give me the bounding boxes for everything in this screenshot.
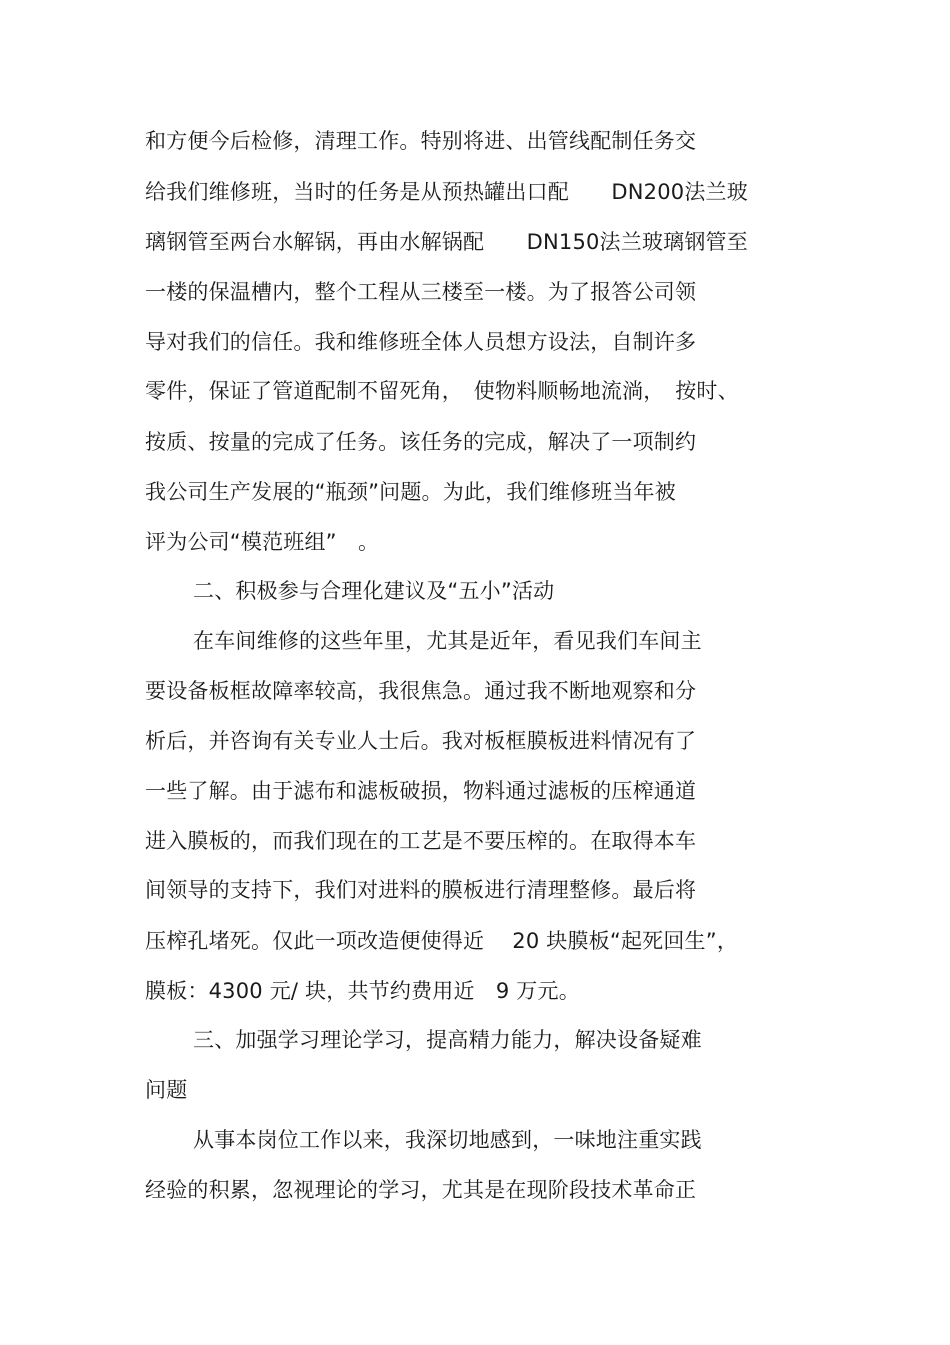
- text-line: 给我们维修班，当时的任务是从预热罐出口配 DN200法兰玻: [145, 180, 748, 204]
- section-heading: 二、积极参与合理化建议及“五小”活动: [193, 579, 555, 603]
- text-line: 膜板：4300 元/ 块，共节约费用近 9 万元。: [145, 979, 580, 1003]
- text-line: 经验的积累，忽视理论的学习，尤其是在现阶段技术革命正: [145, 1178, 697, 1202]
- text-line: 要设备板框故障率较高，我很焦急。通过我不断地观察和分: [145, 679, 697, 703]
- text-line: 和方便今后检修，清理工作。特别将进、出管线配制任务交: [145, 129, 697, 153]
- text-line: 在车间维修的这些年里，尤其是近年，看见我们车间主: [193, 629, 702, 653]
- text-line: 析后，并咨询有关专业人士后。我对板框膜板进料情况有了: [145, 729, 697, 753]
- text-line: 间领导的支持下，我们对进料的膜板进行清理整修。最后将: [145, 878, 697, 902]
- text-line: 进入膜板的，而我们现在的工艺是不要压榨的。在取得本车: [145, 829, 697, 853]
- text-line: 我公司生产发展的“瓶颈”问题。为此，我们维修班当年被: [145, 480, 676, 504]
- text-line: 按质、按量的完成了任务。该任务的完成，解决了一项制约: [145, 430, 697, 454]
- text-line: 零件，保证了管道配制不留死角， 使物料顺畅地流淌， 按时、: [145, 379, 739, 403]
- section-heading-continued: 问题: [145, 1078, 188, 1102]
- text-line: 一些了解。由于滤布和滤板破损，物料通过滤板的压榨通道: [145, 779, 697, 803]
- text-line: 璃钢管至两台水解锅，再由水解锅配 DN150法兰玻璃钢管至: [145, 230, 748, 254]
- section-heading: 三、加强学习理论学习，提高精力能力，解决设备疑难: [193, 1028, 702, 1052]
- text-line: 一楼的保温槽内，整个工程从三楼至一楼。为了报答公司领: [145, 280, 697, 304]
- text-line: 评为公司“模范班组” 。: [145, 530, 380, 554]
- text-line: 导对我们的信任。我和维修班全体人员想方设法，自制许多: [145, 330, 697, 354]
- text-line: 压榨孔堵死。仅此一项改造便使得近 20 块膜板“起死回生”，: [145, 929, 739, 953]
- text-line: 从事本岗位工作以来，我深切地感到，一味地注重实践: [193, 1128, 702, 1152]
